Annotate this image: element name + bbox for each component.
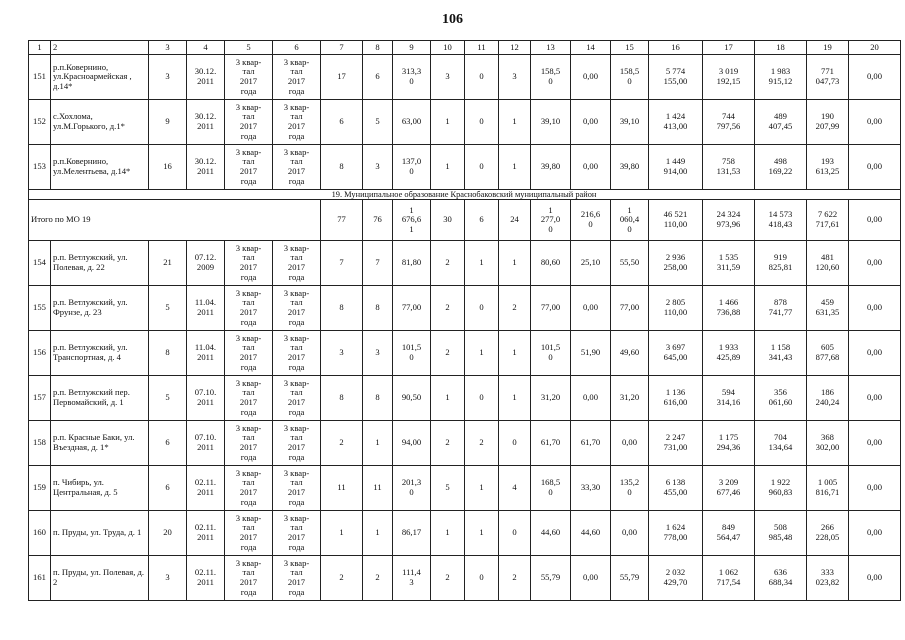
table-cell: 2 805 110,00 bbox=[649, 286, 703, 331]
table-cell: 3 квар- тал 2017 года bbox=[273, 466, 321, 511]
table-cell: 02.11. 2011 bbox=[187, 511, 225, 556]
table-cell: 0,00 bbox=[849, 286, 901, 331]
table-row bbox=[29, 511, 901, 556]
table-cell: 160 bbox=[29, 511, 51, 556]
table-cell: 3 697 645,00 bbox=[649, 331, 703, 376]
table-cell: 704 134,64 bbox=[755, 421, 807, 466]
table-cell: 1 062 717,54 bbox=[703, 556, 755, 601]
table-cell: 3 квар- тал 2017 года bbox=[225, 466, 273, 511]
table-cell: 2 bbox=[499, 286, 531, 331]
table-cell: 3 квар- тал 2017 года bbox=[273, 145, 321, 190]
table-cell: 2 936 258,00 bbox=[649, 241, 703, 286]
table-cell: с.Хохлома, ул.М.Горького, д.1* bbox=[51, 100, 149, 145]
table-cell: 333 023,82 bbox=[807, 556, 849, 601]
table-cell: 158 bbox=[29, 421, 51, 466]
table-row bbox=[29, 145, 901, 190]
table-cell: р.п.Ковернино, ул.Красноармейская , д.14* bbox=[51, 55, 149, 100]
table-cell: 0,00 bbox=[849, 331, 901, 376]
table-cell: 14 573 418,43 bbox=[755, 200, 807, 241]
table-cell: 46 521 110,00 bbox=[649, 200, 703, 241]
table-cell: 190 207,99 bbox=[807, 100, 849, 145]
table-cell: 2 bbox=[431, 241, 465, 286]
table-cell: 1 bbox=[363, 421, 393, 466]
table-cell: 02.11. 2011 bbox=[187, 556, 225, 601]
table-cell: 1 175 294,36 bbox=[703, 421, 755, 466]
table-cell: 498 169,22 bbox=[755, 145, 807, 190]
table-cell: 135,2 0 bbox=[611, 466, 649, 511]
table-cell: 152 bbox=[29, 100, 51, 145]
table-cell: 159 bbox=[29, 466, 51, 511]
table-cell: 111,4 3 bbox=[393, 556, 431, 601]
table-cell: 1 bbox=[465, 466, 499, 511]
table-cell: 25,10 bbox=[571, 241, 611, 286]
table-body bbox=[29, 41, 901, 601]
table-cell: 11 bbox=[363, 466, 393, 511]
table-cell: 1 922 960,83 bbox=[755, 466, 807, 511]
table-cell: 11.04. 2011 bbox=[187, 286, 225, 331]
table-cell: 3 квар- тал 2017 года bbox=[225, 145, 273, 190]
table-cell: 0,00 bbox=[571, 376, 611, 421]
table-cell: 3 квар- тал 2017 года bbox=[225, 55, 273, 100]
table-cell: 55,79 bbox=[531, 556, 571, 601]
table-cell: 3 квар- тал 2017 года bbox=[225, 331, 273, 376]
table-cell: 1 060,4 0 bbox=[611, 200, 649, 241]
table-cell: 154 bbox=[29, 241, 51, 286]
table-cell: 0,00 bbox=[849, 511, 901, 556]
table-cell: 3 квар- тал 2017 года bbox=[225, 421, 273, 466]
table-cell: 4 bbox=[499, 466, 531, 511]
table-cell: 1 424 413,00 bbox=[649, 100, 703, 145]
table-cell: 6 bbox=[149, 466, 187, 511]
table-cell: 81,80 bbox=[393, 241, 431, 286]
table-cell: 3 квар- тал 2017 года bbox=[225, 556, 273, 601]
table-cell: 19 bbox=[807, 41, 849, 55]
table-cell: 6 bbox=[149, 421, 187, 466]
table-cell: 61,70 bbox=[531, 421, 571, 466]
table-cell: 3 квар- тал 2017 года bbox=[273, 556, 321, 601]
table-cell: 3 квар- тал 2017 года bbox=[225, 100, 273, 145]
table-cell: 0 bbox=[499, 511, 531, 556]
table-cell: 8 bbox=[149, 331, 187, 376]
table-cell: п. Пруды, ул. Полевая, д. 2 bbox=[51, 556, 149, 601]
table-cell: 0 bbox=[465, 286, 499, 331]
table-cell: 24 bbox=[499, 200, 531, 241]
table-cell: 7 bbox=[363, 241, 393, 286]
table-cell: 0,00 bbox=[571, 286, 611, 331]
table-cell: 55,50 bbox=[611, 241, 649, 286]
table-cell: 12 bbox=[499, 41, 531, 55]
table-row bbox=[29, 41, 901, 55]
table-cell: 77,00 bbox=[531, 286, 571, 331]
table-cell: 0 bbox=[465, 376, 499, 421]
table-cell: 24 324 973,96 bbox=[703, 200, 755, 241]
table-cell: 0 bbox=[465, 556, 499, 601]
table-cell: 8 bbox=[363, 286, 393, 331]
table-cell: 30.12. 2011 bbox=[187, 145, 225, 190]
table-cell: 30.12. 2011 bbox=[187, 100, 225, 145]
table-cell: 6 bbox=[321, 100, 363, 145]
table-cell: р.п. Ветлужский пер. Первомайский, д. 1 bbox=[51, 376, 149, 421]
table-cell: 7 bbox=[321, 41, 363, 55]
table-cell: 11 bbox=[321, 466, 363, 511]
table-cell: 1 bbox=[499, 376, 531, 421]
table-cell: 3 квар- тал 2017 года bbox=[273, 286, 321, 331]
table-cell: 8 bbox=[363, 376, 393, 421]
table-cell: 157 bbox=[29, 376, 51, 421]
table-cell: 2 032 429,70 bbox=[649, 556, 703, 601]
page-number: 106 bbox=[442, 12, 463, 27]
table-cell: 30 bbox=[431, 200, 465, 241]
table-cell: 1 535 311,59 bbox=[703, 241, 755, 286]
table-cell: 77 bbox=[321, 200, 363, 241]
table-cell: 30.12. 2011 bbox=[187, 55, 225, 100]
table-cell: п. Пруды, ул. Труда, д. 1 bbox=[51, 511, 149, 556]
table-cell: 1 bbox=[465, 241, 499, 286]
table-cell: 76 bbox=[363, 200, 393, 241]
table-cell: 6 138 455,00 bbox=[649, 466, 703, 511]
table-cell: 63,00 bbox=[393, 100, 431, 145]
table-cell: 356 061,60 bbox=[755, 376, 807, 421]
section-heading-row bbox=[29, 190, 901, 200]
table-cell: 771 047,73 bbox=[807, 55, 849, 100]
table-cell: 5 774 155,00 bbox=[649, 55, 703, 100]
table-cell: 20 bbox=[149, 511, 187, 556]
table-cell: 3 bbox=[431, 55, 465, 100]
table-cell: 1 bbox=[465, 511, 499, 556]
table-cell: 186 240,24 bbox=[807, 376, 849, 421]
table-cell: 158,5 0 bbox=[531, 55, 571, 100]
table-cell: 1 466 736,88 bbox=[703, 286, 755, 331]
table-cell: 101,5 0 bbox=[393, 331, 431, 376]
table-row bbox=[29, 100, 901, 145]
table-cell: 0,00 bbox=[849, 100, 901, 145]
table-cell: 313,3 0 bbox=[393, 55, 431, 100]
table-cell: 0,00 bbox=[611, 511, 649, 556]
table-cell: 31,20 bbox=[531, 376, 571, 421]
table-cell: 1 158 341,43 bbox=[755, 331, 807, 376]
table-cell: 17 bbox=[321, 55, 363, 100]
table-cell: 155 bbox=[29, 286, 51, 331]
table-row bbox=[29, 331, 901, 376]
table-cell: 8 bbox=[321, 286, 363, 331]
table-cell: 2 bbox=[431, 286, 465, 331]
table-cell: Итого по МО 19 bbox=[29, 200, 321, 241]
table-cell: 3 bbox=[321, 331, 363, 376]
table-cell: 1 005 816,71 bbox=[807, 466, 849, 511]
table-row bbox=[29, 376, 901, 421]
table-cell: 1 bbox=[499, 100, 531, 145]
table-cell: 2 247 731,00 bbox=[649, 421, 703, 466]
table-cell: 1 bbox=[363, 511, 393, 556]
table-cell: 0,00 bbox=[571, 55, 611, 100]
table-cell: 90,50 bbox=[393, 376, 431, 421]
table-cell: 07.10. 2011 bbox=[187, 421, 225, 466]
table-cell: 849 564,47 bbox=[703, 511, 755, 556]
table-cell: 3 bbox=[149, 41, 187, 55]
table-cell: 636 688,34 bbox=[755, 556, 807, 601]
table-cell: 49,60 bbox=[611, 331, 649, 376]
table-cell: 20 bbox=[849, 41, 901, 55]
table-cell: р.п. Ветлужский, ул. Фрунзе, д. 23 bbox=[51, 286, 149, 331]
table-cell: 508 985,48 bbox=[755, 511, 807, 556]
table-cell: 7 bbox=[321, 241, 363, 286]
table-cell: 1 bbox=[465, 331, 499, 376]
table-cell: 2 bbox=[499, 556, 531, 601]
table-cell: 94,00 bbox=[393, 421, 431, 466]
table-cell: 16 bbox=[149, 145, 187, 190]
table-cell: 2 bbox=[321, 421, 363, 466]
table-cell: 31,20 bbox=[611, 376, 649, 421]
table-cell: 158,5 0 bbox=[611, 55, 649, 100]
table-cell: 15 bbox=[611, 41, 649, 55]
table-row bbox=[29, 241, 901, 286]
table-cell: 11 bbox=[465, 41, 499, 55]
table-cell: 0,00 bbox=[849, 376, 901, 421]
table-cell: 8 bbox=[363, 41, 393, 55]
table-cell: 758 131,53 bbox=[703, 145, 755, 190]
table-cell: 151 bbox=[29, 55, 51, 100]
table-cell: 2 bbox=[465, 421, 499, 466]
table-cell: 489 407,45 bbox=[755, 100, 807, 145]
table-cell: 18 bbox=[755, 41, 807, 55]
table-cell: 1 bbox=[499, 145, 531, 190]
table-cell: 193 613,25 bbox=[807, 145, 849, 190]
table-cell: 1 277,0 0 bbox=[531, 200, 571, 241]
table-cell: 5 bbox=[431, 466, 465, 511]
table-cell: р.п. Красные Баки, ул. Въездная, д. 1* bbox=[51, 421, 149, 466]
table-cell: 02.11. 2011 bbox=[187, 466, 225, 511]
table-cell: 33,30 bbox=[571, 466, 611, 511]
table-cell: 6 bbox=[363, 55, 393, 100]
totals-row bbox=[29, 200, 901, 241]
table-cell: 0 bbox=[465, 100, 499, 145]
table-cell: 77,00 bbox=[611, 286, 649, 331]
table-cell: 44,60 bbox=[531, 511, 571, 556]
table-cell: 0,00 bbox=[611, 421, 649, 466]
table-cell: 3 квар- тал 2017 года bbox=[273, 421, 321, 466]
table-cell: 17 bbox=[703, 41, 755, 55]
table-cell: 201,3 0 bbox=[393, 466, 431, 511]
table-cell: 5 bbox=[363, 100, 393, 145]
table-cell: 9 bbox=[149, 100, 187, 145]
table-cell: 16 bbox=[649, 41, 703, 55]
table-cell: 3 209 677,46 bbox=[703, 466, 755, 511]
table-cell: 1 136 616,00 bbox=[649, 376, 703, 421]
table-cell: 919 825,81 bbox=[755, 241, 807, 286]
table-cell: п. Чибирь, ул. Центральная, д. 5 bbox=[51, 466, 149, 511]
table-cell: 0,00 bbox=[849, 421, 901, 466]
table-cell: 744 797,56 bbox=[703, 100, 755, 145]
table-cell: 3 bbox=[363, 145, 393, 190]
table-cell: 2 bbox=[51, 41, 149, 55]
table-cell: 1 bbox=[431, 100, 465, 145]
table-cell: 6 bbox=[273, 41, 321, 55]
table-cell: 0,00 bbox=[849, 241, 901, 286]
table-cell: 216,6 0 bbox=[571, 200, 611, 241]
table-cell: 07.12. 2009 bbox=[187, 241, 225, 286]
table-cell: 77,00 bbox=[393, 286, 431, 331]
table-cell: 368 302,00 bbox=[807, 421, 849, 466]
table-cell: 1 676,6 1 bbox=[393, 200, 431, 241]
table-cell: 0,00 bbox=[849, 55, 901, 100]
table-cell: 1 449 914,00 bbox=[649, 145, 703, 190]
table-cell: 1 bbox=[29, 41, 51, 55]
table-row bbox=[29, 55, 901, 100]
table-cell: 1 bbox=[431, 511, 465, 556]
table-cell: 594 314,16 bbox=[703, 376, 755, 421]
table-cell: 1 bbox=[499, 331, 531, 376]
table-cell: 8 bbox=[321, 145, 363, 190]
table-cell: 2 bbox=[431, 331, 465, 376]
table-cell: 11.04. 2011 bbox=[187, 331, 225, 376]
table-cell: 137,0 0 bbox=[393, 145, 431, 190]
table-cell: 1 983 915,12 bbox=[755, 55, 807, 100]
table-cell: 10 bbox=[431, 41, 465, 55]
table-cell: 39,10 bbox=[531, 100, 571, 145]
table-cell: 3 квар- тал 2017 года bbox=[273, 511, 321, 556]
table-cell: 8 bbox=[321, 376, 363, 421]
table-cell: 39,80 bbox=[611, 145, 649, 190]
table-cell: 2 bbox=[321, 556, 363, 601]
table-cell: 0,00 bbox=[571, 145, 611, 190]
table-cell: 80,60 bbox=[531, 241, 571, 286]
table-cell: 0 bbox=[499, 421, 531, 466]
data-table bbox=[28, 40, 901, 601]
table-cell: 0,00 bbox=[571, 556, 611, 601]
table-cell: 9 bbox=[393, 41, 431, 55]
table-cell: 3 квар- тал 2017 года bbox=[273, 241, 321, 286]
table-cell: 51,90 bbox=[571, 331, 611, 376]
table-cell: 3 квар- тал 2017 года bbox=[273, 55, 321, 100]
table-cell: 878 741,77 bbox=[755, 286, 807, 331]
table-cell: 3 квар- тал 2017 года bbox=[225, 376, 273, 421]
table-cell: 39,10 bbox=[611, 100, 649, 145]
table-cell: 44,60 bbox=[571, 511, 611, 556]
table-cell: 5 bbox=[149, 286, 187, 331]
table-cell: 3 bbox=[363, 331, 393, 376]
table-cell: 3 квар- тал 2017 года bbox=[273, 331, 321, 376]
table-cell: 3 bbox=[149, 556, 187, 601]
table-cell: 1 bbox=[321, 511, 363, 556]
table-cell: 07.10. 2011 bbox=[187, 376, 225, 421]
table-cell: 19. Муниципальное образование Краснобаковский муниципальный район bbox=[29, 190, 901, 200]
table-cell: 156 bbox=[29, 331, 51, 376]
table-row bbox=[29, 556, 901, 601]
table-cell: 2 bbox=[431, 421, 465, 466]
table-cell: 3 019 192,15 bbox=[703, 55, 755, 100]
table-cell: 39,80 bbox=[531, 145, 571, 190]
table-cell: 6 bbox=[465, 200, 499, 241]
table-cell: 3 bbox=[149, 55, 187, 100]
table-cell: 55,79 bbox=[611, 556, 649, 601]
table-cell: 0,00 bbox=[849, 145, 901, 190]
table-cell: 1 bbox=[431, 376, 465, 421]
table-cell: 61,70 bbox=[571, 421, 611, 466]
table-cell: 101,5 0 bbox=[531, 331, 571, 376]
table-cell: 0,00 bbox=[849, 466, 901, 511]
table-cell: 1 624 778,00 bbox=[649, 511, 703, 556]
table-cell: 3 bbox=[499, 55, 531, 100]
table-cell: 86,17 bbox=[393, 511, 431, 556]
table-cell: 2 bbox=[431, 556, 465, 601]
table-cell: 161 bbox=[29, 556, 51, 601]
table-cell: 3 квар- тал 2017 года bbox=[273, 376, 321, 421]
table-cell: 1 bbox=[431, 145, 465, 190]
table-cell: 5 bbox=[149, 376, 187, 421]
table-cell: 7 622 717,61 bbox=[807, 200, 849, 241]
table-cell: 1 933 425,89 bbox=[703, 331, 755, 376]
table-cell: 3 квар- тал 2017 года bbox=[225, 286, 273, 331]
table-cell: 3 квар- тал 2017 года bbox=[225, 241, 273, 286]
table-cell: 605 877,68 bbox=[807, 331, 849, 376]
table-cell: 3 квар- тал 2017 года bbox=[225, 511, 273, 556]
table-cell: 4 bbox=[187, 41, 225, 55]
table-cell: 5 bbox=[225, 41, 273, 55]
table-cell: 1 bbox=[499, 241, 531, 286]
table-cell: 0,00 bbox=[849, 556, 901, 601]
table-row bbox=[29, 286, 901, 331]
table-cell: р.п.Ковернино, ул.Мелентьева, д.14* bbox=[51, 145, 149, 190]
table-cell: 0,00 bbox=[571, 100, 611, 145]
table-cell: 21 bbox=[149, 241, 187, 286]
table-row bbox=[29, 466, 901, 511]
table-cell: р.п. Ветлужский, ул. Транспортная, д. 4 bbox=[51, 331, 149, 376]
table-cell: 0 bbox=[465, 55, 499, 100]
table-cell: 0,00 bbox=[849, 200, 901, 241]
table-cell: 2 bbox=[363, 556, 393, 601]
table-cell: 3 квар- тал 2017 года bbox=[273, 100, 321, 145]
table-cell: 266 228,05 bbox=[807, 511, 849, 556]
table-cell: р.п. Ветлужский, ул. Полевая, д. 22 bbox=[51, 241, 149, 286]
table-row bbox=[29, 421, 901, 466]
table-cell: 481 120,60 bbox=[807, 241, 849, 286]
table-cell: 168,5 0 bbox=[531, 466, 571, 511]
table-cell: 459 631,35 bbox=[807, 286, 849, 331]
table-cell: 0 bbox=[465, 145, 499, 190]
table-cell: 14 bbox=[571, 41, 611, 55]
table-cell: 13 bbox=[531, 41, 571, 55]
table-cell: 153 bbox=[29, 145, 51, 190]
